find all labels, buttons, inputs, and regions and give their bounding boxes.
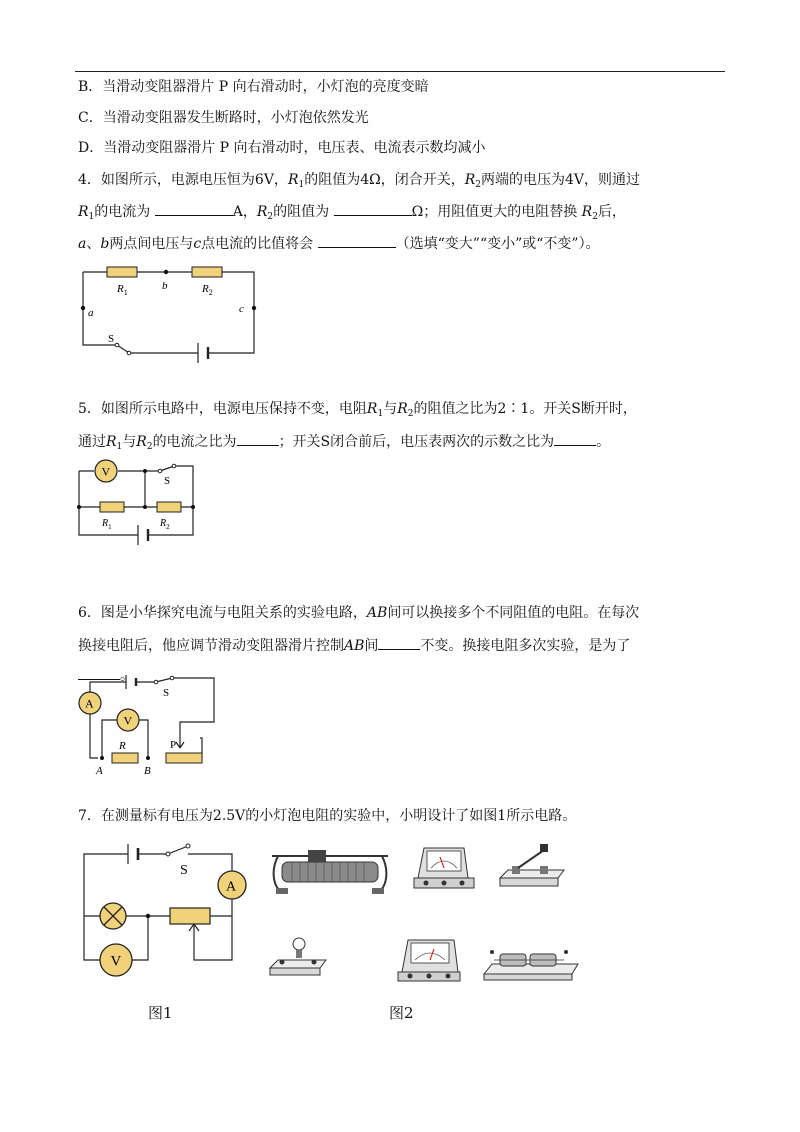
- equipment-photos-fig2: [268, 832, 588, 984]
- option-d: D．当滑动变阻器滑片 P 向右滑动时，电压表、电流表示数均减小: [78, 140, 486, 156]
- rheostat-photo: [272, 850, 388, 894]
- voltmeter-label: V: [123, 713, 133, 728]
- label-a: A: [96, 765, 103, 777]
- voltmeter-photo: [398, 940, 460, 981]
- q4-line2: $R_1$的电流为 A，$R_2$的阻值为 Ω；用阻值更大的电阻替换 $R_2$后，: [78, 201, 626, 227]
- circuit-diagram-q4: [74, 262, 264, 364]
- label-s: S: [164, 475, 171, 487]
- caption-fig1: 图1: [148, 1004, 173, 1022]
- resistor-r: [112, 753, 138, 763]
- label-a: a: [88, 307, 94, 319]
- caption-fig2: 图2: [389, 1004, 414, 1022]
- voltmeter-label: V: [101, 464, 111, 479]
- resistor-r2: [157, 502, 181, 512]
- answer-blank[interactable]: [155, 201, 233, 216]
- label-s: S: [163, 687, 170, 699]
- q5-line1: 5．如图所示电路中，电源电压保持不变，电阻$R_1$与$R_2$的阻值之比为2∶1。开关S断开时，: [78, 401, 637, 419]
- label-b: B: [144, 765, 151, 777]
- bulb-photo: [270, 938, 326, 975]
- label-c: c: [239, 303, 244, 315]
- label-s: S: [180, 863, 188, 878]
- q6-line1: 6．图是小华探究电流与电阻关系的实验电路，AB间可以换接多个不同阻值的电阻。在每次: [78, 605, 640, 621]
- label-r1: $R_1$: [117, 283, 128, 297]
- node-b: [164, 270, 168, 274]
- rheostat: [170, 908, 210, 924]
- answer-blank[interactable]: [334, 201, 412, 216]
- circuit-diagram-q6: [76, 672, 218, 780]
- label-r2: $R_2$: [160, 518, 170, 531]
- answer-blank[interactable]: [554, 431, 596, 446]
- q6-line2: 换接电阻后，他应调节滑动变阻器滑片控制AB间 不变。换接电阻多次实验，是为了: [78, 635, 630, 656]
- ammeter-label: A: [85, 696, 94, 711]
- q4-line3: a、b两点间电压与c点电流的比值将会 （选填“变大”“变小”或“不变”）。: [78, 233, 600, 254]
- label-r2: $R_2$: [202, 283, 213, 297]
- ammeter-photo: [414, 848, 474, 888]
- answer-blank[interactable]: [378, 635, 420, 650]
- resistor-r1: [107, 267, 137, 277]
- q5-line2: 通过$R_1$与$R_2$的电流之比为 ；开关S闭合前后，电压表两次的示数之比为 。: [78, 431, 610, 457]
- label-r: R: [119, 740, 126, 752]
- voltmeter-label: V: [110, 953, 122, 970]
- option-c: C．当滑动变阻器发生断路时，小灯泡依然发光: [78, 110, 369, 126]
- top-rule: [75, 71, 725, 72]
- switch-photo: [500, 844, 564, 886]
- node-c: [252, 306, 256, 310]
- q7-line1: 7．在测量标有电压为2.5V的小灯泡电阻的实验中，小明设计了如图1所示电路。: [78, 808, 577, 824]
- circuit-diagram-fig1: [76, 838, 248, 980]
- resistor-r2: [192, 267, 222, 277]
- resistor-r1: [100, 502, 124, 512]
- node-a: [81, 306, 85, 310]
- label-s: S: [108, 333, 115, 345]
- option-b: B．当滑动变阻器滑片 P 向右滑动时，小灯泡的亮度变暗: [78, 79, 429, 95]
- q6-line3: 。: [78, 665, 134, 686]
- circuit-diagram-q5: [74, 458, 200, 550]
- battery-holder-photo: [484, 950, 578, 980]
- answer-blank[interactable]: [237, 431, 279, 446]
- rheostat: [166, 753, 202, 763]
- label-p: P: [170, 739, 177, 751]
- ammeter-label: A: [226, 879, 237, 895]
- answer-blank[interactable]: [318, 233, 396, 248]
- label-r1: $R_1$: [102, 518, 112, 531]
- label-b: b: [162, 280, 168, 292]
- q4-line1: 4．如图所示，电源电压恒为6V，$R_1$的阻值为4Ω，闭合开关，$R_2$两端的电压为4V，则通过: [78, 172, 641, 190]
